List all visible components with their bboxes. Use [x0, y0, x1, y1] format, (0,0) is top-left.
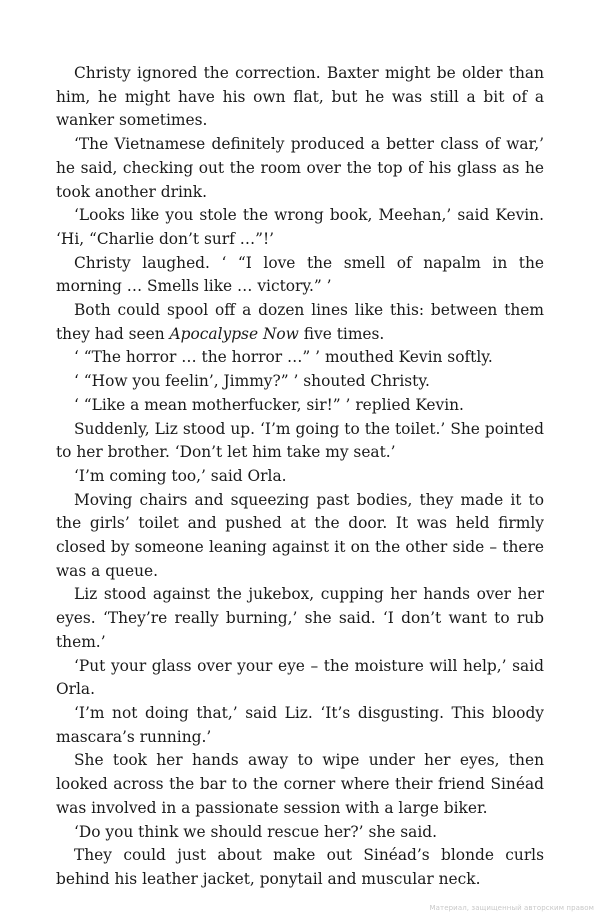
- paragraph: ‘Looks like you stole the wrong book, Meehan,’ said Kevin. ‘Hi, “Charlie don’t surf …”!’: [56, 206, 544, 248]
- paragraph: ‘Put your glass over your eye – the moisture will help,’ said Orla.: [56, 656, 544, 699]
- film-title: Apocalypse Now: [169, 324, 299, 343]
- paragraph: ‘ “Like a mean motherfucker, sir!” ’ replied Kevin.: [74, 395, 464, 414]
- paragraph: ‘ “The horror … the horror …” ’ mouthed Kevin softly.: [74, 348, 493, 367]
- paragraph: [56, 299, 544, 346]
- paragraph-text: five times.: [298, 324, 385, 343]
- paragraph: ‘I’m coming too,’ said Orla.: [74, 466, 287, 485]
- paragraph: Christy laughed. ‘ “I love the smell of napalm in the morning … Smells like … victory.” ’: [56, 253, 544, 296]
- paragraph: ‘ “How you feelin’, Jimmy?” ’ shouted Christy.: [74, 372, 430, 391]
- paragraph: She took her hands away to wipe under her eyes, then looked across the bar to the corner where their friend Sinéad was involved in a passionate session with a large biker.: [56, 751, 544, 817]
- paragraph-text: Both could spool off a dozen lines like this: between them they had seen: [56, 301, 544, 343]
- copyright-watermark: Материал, защищенный авторским правом: [429, 904, 594, 912]
- paragraph: ‘Do you think we should rescue her?’ she said.: [74, 822, 437, 841]
- paragraph: They could just about make out Sinéad’s blonde curls behind his leather jacket, ponytail and muscular neck.: [56, 846, 544, 888]
- paragraph: Liz stood against the jukebox, cupping her hands over her eyes. ‘They’re really burning,’ she said. ‘I don’t want to rub them.’: [56, 585, 544, 651]
- paragraph: Suddenly, Liz stood up. ‘I’m going to the toilet.’ She pointed to her brother. ‘Don’t let him take my seat.’: [56, 419, 544, 462]
- paragraph: ‘I’m not doing that,’ said Liz. ‘It’s disgusting. This bloody mascara’s running.’: [56, 703, 544, 746]
- book-page-text: [56, 62, 544, 892]
- paragraph: Moving chairs and squeezing past bodies, they made it to the girls’ toilet and pushed at the door. It was held firmly closed by someone leaning against it on the other side – there was a queue.: [56, 490, 544, 580]
- paragraph: ‘The Vietnamese definitely produced a better class of war,’ he said, checking out the room over the top of his glass as he took another drink.: [56, 135, 544, 201]
- paragraph: Christy ignored the correction. Baxter might be older than him, he might have his own flat, but he was still a bit of a wanker sometimes.: [56, 64, 544, 130]
